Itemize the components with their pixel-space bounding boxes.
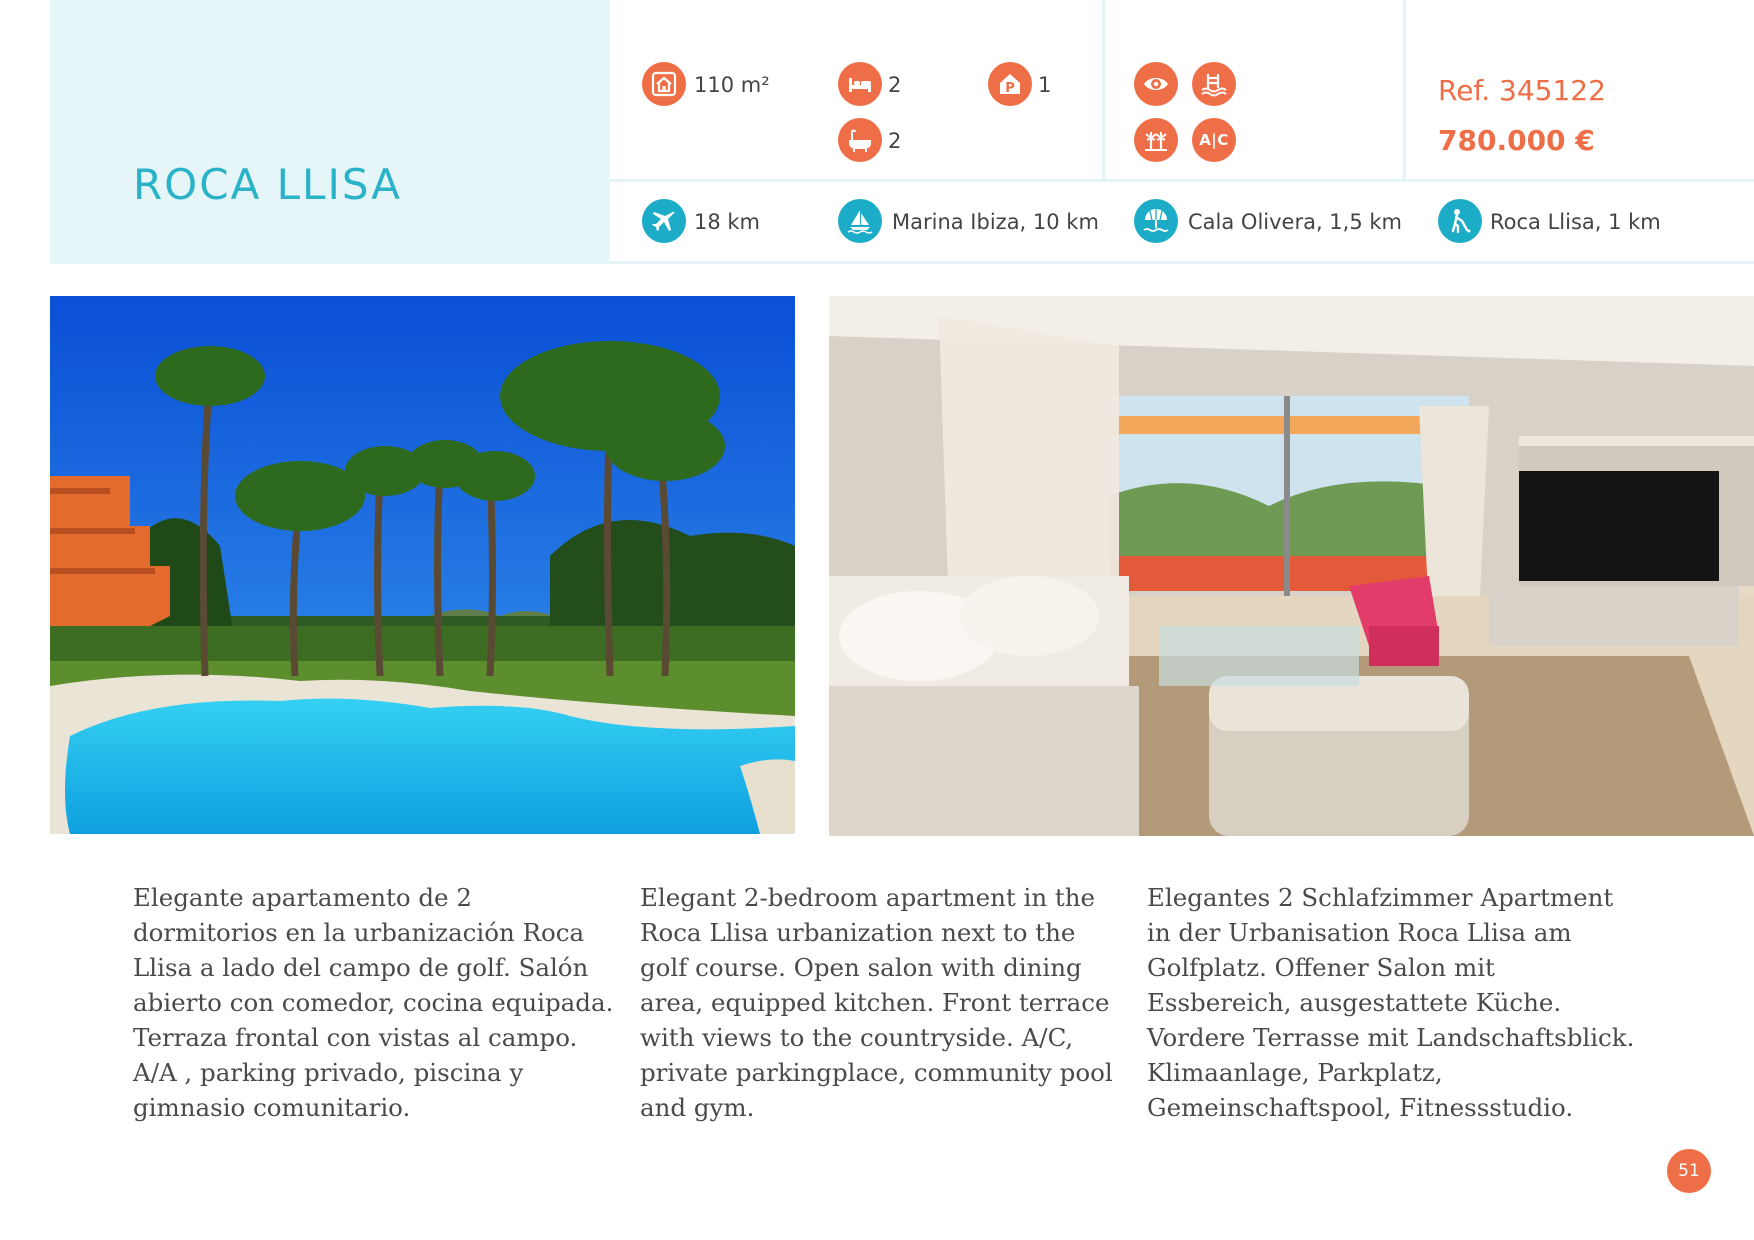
divider <box>1403 0 1406 180</box>
divider <box>1102 0 1105 180</box>
views-icon <box>1134 62 1178 106</box>
house-area-icon <box>642 62 686 106</box>
area-value: 110 m² <box>694 73 770 97</box>
beach-umbrella-icon <box>1134 199 1178 243</box>
living-room-photo <box>829 296 1754 836</box>
golf-icon <box>1438 199 1482 243</box>
property-title: ROCA LLISA <box>133 160 403 209</box>
air-conditioning-icon: A|C <box>1192 118 1236 162</box>
divider <box>610 179 1754 182</box>
golf-distance: Roca Llisa, 1 km <box>1490 210 1661 234</box>
parking-value: 1 <box>1038 73 1052 97</box>
airplane-icon <box>642 199 686 243</box>
pool-garden-photo <box>50 296 795 834</box>
pool-icon <box>1192 62 1236 106</box>
beach-distance: Cala Olivera, 1,5 km <box>1188 210 1402 234</box>
svg-text:P: P <box>1005 81 1015 96</box>
bathrooms-value: 2 <box>888 129 902 153</box>
sailboat-icon <box>838 199 882 243</box>
bathtub-icon <box>838 118 882 162</box>
price: 780.000 € <box>1438 124 1595 157</box>
bed-icon <box>838 62 882 106</box>
title-panel <box>50 0 610 264</box>
description-german: Elegantes 2 Schlafzimmer Apartment in der Urbanisation Roca Llisa am Golfplatz. Offener Salon mit Essbereich, ausgestattete Küche. Vordere Terrasse mit Landschaftsblick. Klimaanlage, Parkplatz, Gemeinschaftspool, Fitnessstudio. <box>1147 883 1635 1122</box>
parking-icon <box>988 62 1032 106</box>
garden-icon <box>1134 118 1178 162</box>
marina-distance: Marina Ibiza, 10 km <box>892 210 1099 234</box>
page-number: 51 <box>1667 1149 1711 1193</box>
airport-distance: 18 km <box>694 210 761 234</box>
description-english: Elegant 2-bedroom apartment in the Roca Llisa urbanization next to the golf course. Open salon with dining area, equipped kitchen. Front terrace with views to the countryside. A/C, private parkingplace, community pool and gym. <box>640 883 1113 1122</box>
bedrooms-value: 2 <box>888 73 902 97</box>
divider <box>610 261 1754 264</box>
description-spanish: Elegante apartamento de 2 dormitorios en la urbanización Roca Llisa a lado del campo de golf. Salón abierto con comedor, cocina equipada. Terraza frontal con vistas al campo. A/A , parking privado, piscina y gimnasio comunitario. <box>133 883 614 1122</box>
reference-number: Ref. 345122 <box>1438 74 1606 107</box>
